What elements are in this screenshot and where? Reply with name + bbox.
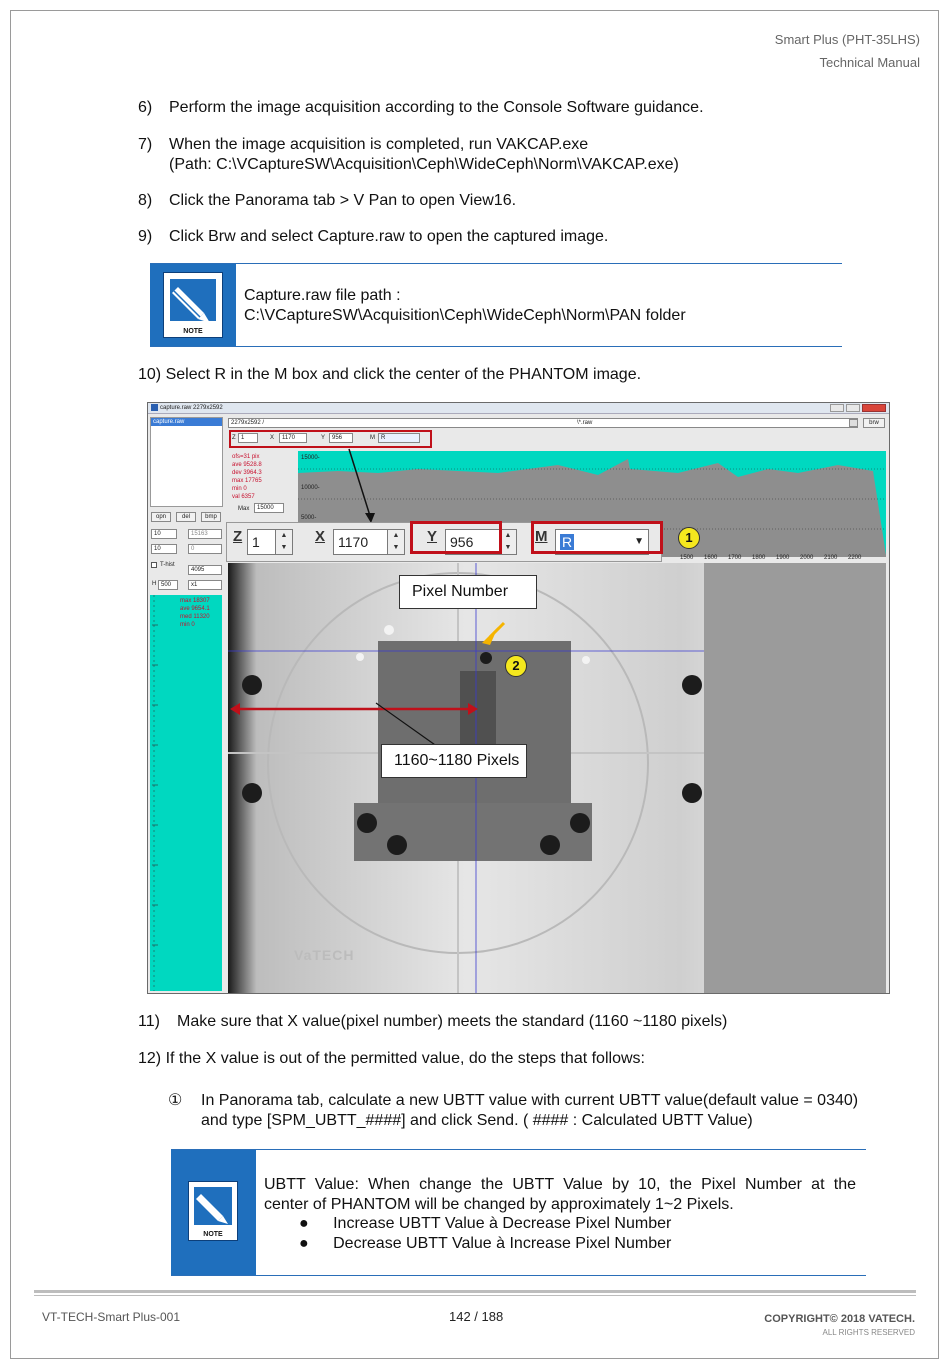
m-highlight-box [531,521,663,554]
step-6: 6) Perform the image acquisition according to the Console Software guidance. [138,99,704,116]
window-title: capture.raw 2279x2592 [160,405,223,411]
step-11: 11) Make sure that X value(pixel number) meets the standard (1160 ~1180 pixels) [138,1013,728,1030]
hist-y-label-5000: 5000- [301,515,317,521]
max-label: Max [238,506,250,512]
profile-max: max 18307 [180,598,210,604]
file-list[interactable] [150,417,223,507]
zoom-z-spinner[interactable]: ▲ ▼ [275,529,293,555]
small-y-input[interactable]: 956 [329,433,353,443]
window-titlebar [148,403,889,414]
stat-min: min 0 [232,486,247,492]
step-12: 12) If the X value is out of the permitted value, do the steps that follows: [138,1050,645,1067]
profile-ave: ave 9654.1 [180,606,210,612]
stat-ofs: ofs=31 pix [232,454,260,460]
substep-1: ① In Panorama tab, calculate a new UBTT value with current UBTT value(default value = 0340) and type [SPM_UBTT_####] and click Send. ( #### : Calculated UBTT Value) [168,1092,859,1129]
small-y-label: Y [321,435,326,441]
step-9: 9) Click Brw and select Capture.raw to open the captured image. [138,228,609,245]
stat-max: max 17765 [232,478,262,484]
brw-button[interactable]: brw [863,418,885,428]
thist-label: T-hist [160,562,175,568]
header-doc-type: Technical Manual [819,55,920,70]
zoom-y-spinner[interactable]: ▲ ▼ [499,529,517,555]
stat-ave: ave 9528.8 [232,462,262,468]
zoom-z-label: Z [233,528,243,545]
note-box-2 [171,1149,866,1276]
pixel-number-callout: Pixel Number [399,575,537,609]
zoom-x-spinner[interactable]: ▲ ▼ [387,529,405,555]
badge-1: 1 [678,527,700,549]
close-button[interactable] [862,404,886,412]
profile-med: med 11320 [180,614,210,620]
zoom-y-label: Y [427,528,438,545]
app-icon [151,404,158,411]
field-r2-a[interactable]: 10 [151,544,177,554]
small-m-select[interactable]: R [378,433,420,443]
zoom-m-label: M [535,528,548,545]
note-label-1: NOTE [183,328,203,335]
vatech-watermark: VaTECH [294,947,355,963]
path-dropdown-icon[interactable] [849,419,858,427]
step-10: 10) Select R in the M box and click the center of the PHANTOM image. [138,366,642,383]
hist-y-label-10000: 10000- [301,485,320,491]
note-box-1 [150,263,842,347]
note2-bullet-2: ● Decrease UBTT Value à Increase Pixel Number [299,1235,672,1252]
note2-line1: UBTT Value: When change the UBTT Value by 10, the Pixel Number at the [264,1176,856,1193]
small-z-input[interactable]: 1 [238,433,258,443]
profile-min: min 0 [180,622,195,628]
note-pencil-icon [188,1181,238,1241]
empty-view-area [704,563,886,993]
axis-label: 1900 [776,555,790,561]
field-r1-b[interactable]: 15163 [188,529,222,539]
note1-line1: Capture.raw file path : [244,287,401,304]
note-label-2: NOTE [203,1231,223,1238]
scale-input[interactable]: x1 [188,580,222,590]
note2-bullet-1: ● Increase UBTT Value à Decrease Pixel Number [299,1215,672,1232]
footer-rule-thin [34,1295,916,1296]
y-highlight-box [410,521,502,554]
step-8: 8) Click the Panorama tab > V Pan to open View16. [138,192,517,209]
note2-line2: center of PHANTOM will be changed by approximately 1~2 Pixels. [264,1196,734,1213]
phantom-image [228,563,704,993]
footer-rights: ALL RIGHTS RESERVED [822,1328,915,1337]
small-x-input[interactable]: 1170 [279,433,307,443]
small-x-label: X [270,435,275,441]
zoom-m-value: R [562,534,573,550]
note-side-2 [171,1150,256,1275]
stat-val: val 6357 [232,494,255,500]
maximize-button[interactable] [846,404,860,412]
footer-doc-id: VT-TECH-Smart Plus-001 [42,1310,181,1324]
stats-block [232,453,296,501]
minimize-button[interactable] [830,404,844,412]
thist-input[interactable]: 4095 [188,565,222,575]
note-side-1 [150,264,236,346]
stat-dev: dev 3964.3 [232,470,262,476]
small-m-label: M [370,435,375,441]
max-input[interactable]: 15000 [254,503,284,513]
profile-panel [150,595,222,991]
hist-y-label-15000: 15000- [301,455,320,461]
axis-label: 1700 [728,555,742,561]
field-r1-a[interactable]: 10 [151,529,177,539]
axis-label: 2100 [824,555,838,561]
axis-label: 1800 [752,555,766,561]
note-pencil-icon [163,272,223,338]
badge-2: 2 [505,655,527,677]
file-item-capture[interactable]: capture.raw [151,418,222,426]
xray-image[interactable] [228,563,704,993]
footer-page-number: 142 / 188 [449,1309,504,1324]
pixels-range-callout: 1160~1180 Pixels [381,744,527,778]
path-field[interactable]: 2279x2592 / \*.raw [228,418,858,428]
app-screenshot [147,402,890,994]
footer-rule-thick [34,1290,916,1293]
step-7: 7) When the image acquisition is completed, run VAKCAP.exe (Path: C:\VCaptureSW\Acquisition\Ceph\WideCeph\Norm\VAKCAP.exe) [138,136,679,173]
thist-checkbox[interactable] [151,562,157,568]
axis-label: 1500 [680,555,694,561]
zoom-x-label: X [315,528,326,545]
profile-axis [150,595,222,991]
small-z-label: Z [232,435,236,441]
note1-line2: C:\VCaptureSW\Acquisition\Ceph\WideCeph\Norm\PAN folder [244,307,686,324]
chevron-down-icon[interactable]: ▼ [634,536,644,547]
zoom-y-input[interactable]: 956 [445,529,501,555]
del-button[interactable]: del [176,512,196,522]
header-product: Smart Plus (PHT-35LHS) [774,32,920,47]
field-r2-b[interactable]: 0 [188,544,222,554]
footer-copyright: COPYRIGHT© 2018 VATECH. [764,1313,915,1325]
small-highlight-box [229,430,432,448]
bmp-button[interactable]: bmp [201,512,221,522]
hist-x-axis [662,554,886,563]
axis-label: 1600 [704,555,718,561]
path-filter: \*.raw [577,420,593,426]
pointer-arrow [343,447,383,527]
axis-label: 2200 [848,555,862,561]
opn-button[interactable]: opn [151,512,171,522]
h-input[interactable]: 500 [158,580,178,590]
axis-label: 2000 [800,555,814,561]
h-label: H [152,581,157,587]
zoom-x-input[interactable]: 1170 [333,529,389,555]
zoom-z-input[interactable]: 1 [247,529,277,555]
